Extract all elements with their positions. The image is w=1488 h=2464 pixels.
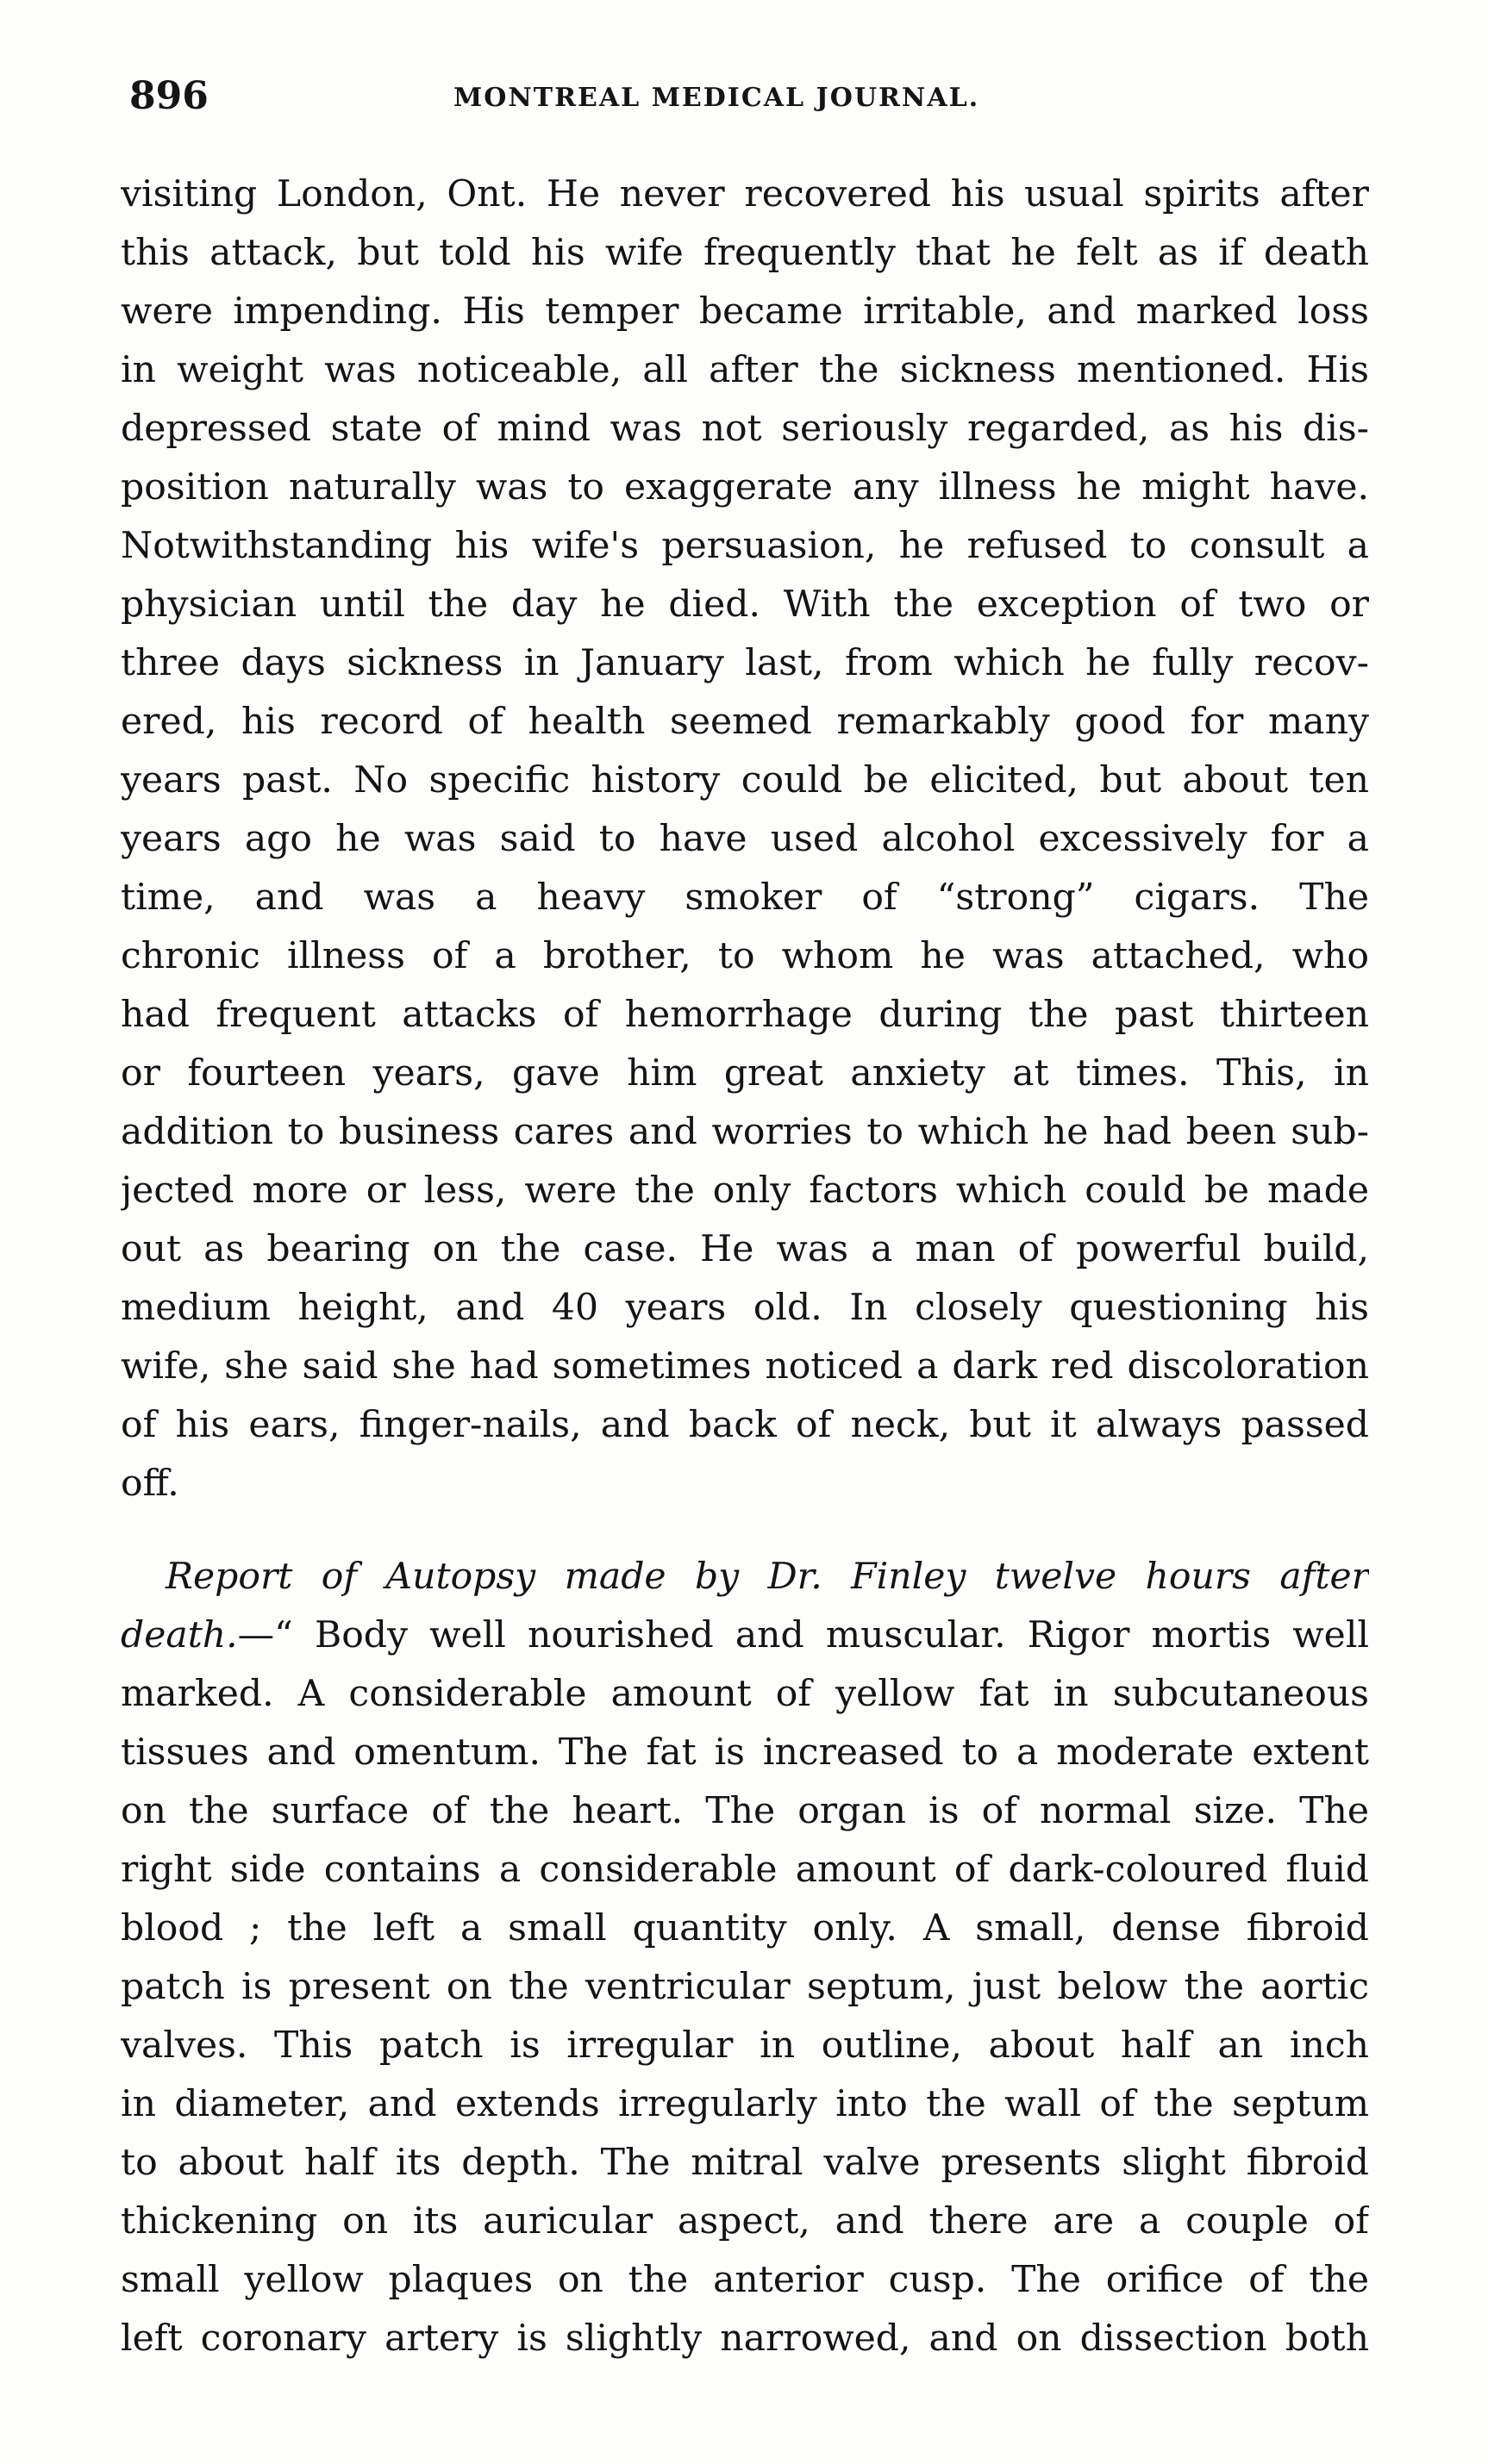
text-line: in diameter, and extends irregularly into the wall of the septum (121, 2083, 1369, 2125)
text-line (121, 1606, 1369, 1665)
text-line: jected more or less, were the only factors which could be made (121, 1170, 1369, 1212)
text-line: of his ears, finger-nails, and back of neck, but it always passed (121, 1404, 1369, 1446)
text-line: physician until the day he died. With the exception of two or (121, 583, 1369, 626)
text-line: time, and was a heavy smoker of “strong” cigars. The (121, 876, 1369, 919)
text-line: thickening on its auricular aspect, and there are a couple of (121, 2200, 1369, 2243)
text-line: off. (121, 1463, 179, 1505)
text-line: right side contains a considerable amount of dark-coloured fluid (121, 1849, 1369, 1891)
text-line: valves. This patch is irregular in outline, about half an inch (121, 2024, 1369, 2067)
text-line: patch is present on the ventricular septum, just below the aortic (121, 1966, 1369, 2008)
page-number: 896 (129, 74, 209, 118)
text-line: position naturally was to exaggerate any illness he might have. (121, 466, 1369, 508)
autopsy-heading-end: death. (121, 1614, 238, 1656)
autopsy-heading: Report of Autopsy made by Dr. Finley twelve hours after (166, 1556, 1369, 1598)
paragraph-1 (121, 165, 1369, 1513)
autopsy-heading-line (121, 1548, 1369, 1606)
page-header (129, 74, 1371, 126)
text-line: blood ; the left a small quantity only. A small, dense fibroid (121, 1907, 1369, 1949)
paragraph-2 (121, 1548, 1369, 2368)
text-line: on the surface of the heart. The organ is of normal size. The (121, 1790, 1369, 1832)
text-line: in weight was noticeable, all after the sickness mentioned. His (121, 349, 1369, 391)
text-line: medium height, and 40 years old. In closely questioning his (121, 1287, 1369, 1329)
text-line: chronic illness of a brother, to whom he was attached, who (121, 935, 1369, 977)
journal-title: MONTREAL MEDICAL JOURNAL. (453, 83, 980, 113)
text-line: tissues and omentum. The fat is increased to a moderate extent (121, 1731, 1369, 1774)
text-line: had frequent attacks of hemorrhage during the past thirteen (121, 994, 1369, 1036)
text-line: or fourteen years, gave him great anxiety at times. This, in (121, 1052, 1369, 1095)
text-line: to about half its depth. The mitral valve presents slight fibroid (121, 2142, 1369, 2184)
text-line: out as bearing on the case. He was a man of powerful build, (121, 1228, 1369, 1270)
text-line: years ago he was said to have used alcohol excessively for a (121, 818, 1369, 860)
text-line: ered, his record of health seemed remarkably good for many (121, 701, 1369, 743)
text-line: this attack, but told his wife frequently that he felt as if death (121, 232, 1369, 274)
text-line: left coronary artery is slightly narrowed, and on dissection both (121, 2317, 1369, 2360)
text-line: small yellow plaques on the anterior cusp. The orifice of the (121, 2259, 1369, 2301)
text-line: addition to business cares and worries to which he had been sub- (121, 1111, 1369, 1153)
text-line: Notwithstanding his wife's persuasion, he refused to consult a (121, 525, 1369, 567)
text-line: years past. No specific history could be elicited, but about ten (121, 759, 1369, 802)
body-text (121, 165, 1369, 2368)
text-line: depressed state of mind was not seriously regarded, as his dis- (121, 408, 1369, 450)
text-line: wife, she said she had sometimes noticed a dark red discoloration (121, 1345, 1369, 1388)
text-line: were impending. His temper became irritable, and marked loss (121, 290, 1369, 333)
autopsy-text-start: —“ Body well nourished and muscular. Rigor mortis well (237, 1614, 1369, 1656)
text-line: marked. A considerable amount of yellow fat in subcutaneous (121, 1673, 1369, 1715)
text-line: visiting London, Ont. He never recovered his usual spirits after (121, 173, 1369, 215)
paragraph-gap (121, 1513, 1369, 1548)
text-line: three days sickness in January last, from which he fully recov- (121, 642, 1369, 684)
